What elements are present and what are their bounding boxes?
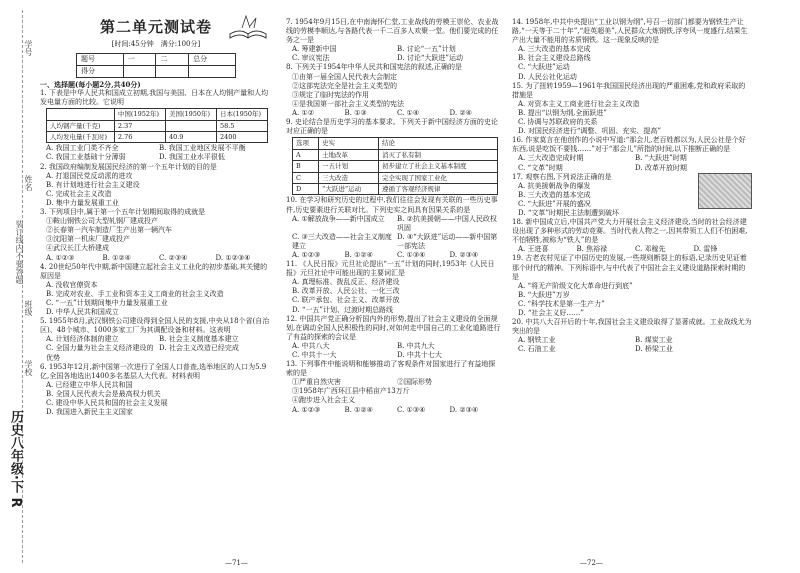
- q16-option-c[interactable]: C. “文革”时期: [518, 163, 563, 172]
- q8-option-d[interactable]: D. ②④: [449, 108, 472, 117]
- q4-option-c[interactable]: C. “一五”计划期间集中力量发展重工业: [46, 298, 168, 307]
- q9-td: 遵循了客观经济规律: [379, 183, 498, 194]
- q10-item: D. ④“大跃进”运动——新中国第一部宪法: [397, 232, 498, 250]
- q1-td: 人均钢产量(千克): [47, 120, 115, 131]
- q2-option-b[interactable]: B. 有计划地进行社会主义建设: [46, 180, 140, 189]
- q10-option-c[interactable]: C. ①③④: [397, 250, 426, 259]
- section-heading: 一、选择题(每小题2分,共40分): [40, 79, 141, 89]
- q8-option-a[interactable]: A. ①②: [292, 108, 315, 117]
- q1-th: 中国(1952年): [114, 109, 165, 120]
- q10-option-a[interactable]: A. ①②③: [292, 250, 321, 259]
- q6-stem: 6. 1953年12月,新中国第一次进行了全国人口普查,选举地区的人口为5.9亿,全国各地选出1400多名基层人大代表。材料表明: [40, 362, 267, 380]
- q9-td: 完全实现了国家工业化: [379, 172, 498, 183]
- q2-option-d[interactable]: D. 集中力量发展重工业: [46, 198, 119, 207]
- q9-table: [292, 137, 498, 195]
- q9-td: 土地改革: [319, 149, 379, 160]
- q3-item: ①鞍山钢铁公司大型轧钢厂建成投产: [46, 217, 158, 226]
- q8-item: ④是我国第一部社会主义类型的宪法: [292, 99, 404, 108]
- q9-td: 消灭了私有制: [379, 149, 498, 160]
- q3-item: ③沈阳第一机床厂建成投产: [46, 235, 130, 244]
- q18-stem: 18. 新中国成立后,中国共产党大力开展社会主义经济建设,当时的社会经济建设出现了多种形式的劳动竞赛。当时代表人物之一,因其带领工人们不怕困难,不怕牺牲,被称为“铁人”的是: [512, 218, 748, 245]
- q10-option-d[interactable]: D. ②③④: [449, 250, 479, 259]
- q9-th: 结论: [379, 138, 498, 149]
- q9-td: “大跃进”运动: [319, 183, 379, 194]
- q9-td: 一五计划: [319, 161, 379, 172]
- q6-option-d[interactable]: D. 我国进入新民主主义国家: [46, 408, 133, 417]
- q10-stem: 10. 在学习和研究历史的过程中,我们往往会发现有关联的一些历史事件,历史要素进行关联对比。下列史实之间具有因果关系的是: [286, 196, 498, 214]
- q20-option-c[interactable]: C. 石油工业: [518, 345, 556, 354]
- q11-option-a[interactable]: A. 真理标准、拨乱反正、经济建设: [292, 278, 400, 287]
- q15-option-c[interactable]: C. 协调与苏联政府的关系: [518, 118, 598, 127]
- q17-stem: 17. 观察右图,下列说法正确的是: [512, 172, 612, 181]
- q3-option-b[interactable]: B. ①②④: [102, 253, 131, 262]
- column-2: [286, 18, 502, 415]
- q3-item: ②长春第一汽车制造厂生产出第一辆汽车: [46, 226, 172, 235]
- page-title: 第二单元测试卷: [99, 18, 212, 36]
- q2-stem: 2. 我国政府编制发展国民经济的第一个五年计划的目的是: [40, 162, 217, 171]
- q17-option-b[interactable]: B. 三大改造的基本完成: [518, 190, 591, 199]
- q19-option-c[interactable]: C. “科学技术是第一生产力”: [518, 299, 605, 308]
- q14-stem: 14. 1958年,中共中央提出“工业以钢为纲”,号召一切部门都要为钢铁生产让路,“一天等于二十年”,“赶英超美”,人民群众大炼钢铁,浮夸风一度盛行,结果生产出大量不能用的劣质钢铁。这一现象反映的是: [512, 18, 748, 45]
- q9-td: 三大改造: [319, 172, 379, 183]
- score-cell-3[interactable]: [189, 65, 236, 77]
- q1-option-a[interactable]: A. 我国工业门类不齐全: [46, 144, 119, 153]
- q5-option-c[interactable]: C. 全国力量为社会主义经济建设的优势: [46, 344, 154, 362]
- score-cell-1[interactable]: [123, 65, 156, 77]
- q12-stem: 12. 中国共产党正确分析国内外的形势,提出了社会主义建设的全面规划,在调动全国人民积极性的同时,对如何走中国自己的工业化道路进行了有益的探索的会议是: [286, 314, 501, 341]
- q19-stem: 19. 古老农村见证了中国历史的发展,一些规则断裂上的标语,记录历史见证着那个时代的精神。下列标语中,与中代表了中国社会主义建设道路探索时期的是: [512, 254, 747, 281]
- q19-option-b[interactable]: B. “大跃进”万岁: [518, 290, 570, 299]
- q16-stem: 16. 作家莫言在他创作的小说中写道:“那会儿,老百姓都以为,人民公社是个好东西,说是吃饭不要钱……”对于“那会儿”所指的时间,以下推断正确的是: [512, 136, 746, 154]
- q18-option-d[interactable]: D. 雷锋: [693, 245, 718, 254]
- q1-option-d[interactable]: D. 我国工业水平很低: [159, 153, 225, 162]
- q3-option-a[interactable]: A. ①②③: [46, 253, 75, 262]
- name-label: 姓名: [24, 175, 33, 191]
- q8-item: ③规定了临时宪法的作用: [292, 90, 369, 99]
- q1-stem: 1. 下表是中华人民共和国成立初期,我国与美国、日本在人均钢产量和人均发电量方面的比较。它说明: [40, 88, 269, 106]
- q18-option-a[interactable]: A. 王进喜: [518, 245, 549, 254]
- q12-option-c[interactable]: C. 中共十一大: [292, 351, 337, 359]
- q12-option-d[interactable]: D. 中共十七大: [397, 351, 442, 359]
- q9-td[interactable]: B: [293, 161, 319, 172]
- q2-option-c[interactable]: C. 完成社会主义改造: [46, 189, 112, 198]
- q1-td: 40.9: [165, 131, 216, 142]
- q20-option-a[interactable]: A. 钢铁工业: [518, 336, 556, 345]
- q9-td[interactable]: C: [293, 172, 319, 183]
- q13-item: ②国际形势: [397, 378, 432, 387]
- q19-option-a[interactable]: A. “将无产阶级文化大革命进行到底”: [518, 281, 633, 290]
- q1-td: [165, 120, 216, 131]
- q10-option-b[interactable]: B. ①②④: [344, 250, 373, 259]
- q20-option-b[interactable]: B. 煤炭工业: [635, 336, 673, 345]
- q11-option-d[interactable]: D. “一五”计划、过渡时期总路线: [292, 305, 393, 314]
- q6-option-c[interactable]: C. 建设中华人民共和国的社会主义发展: [46, 399, 168, 407]
- q13-stem: 13. 下列事件中能说明和能够推动了客观条件对国家进行了有益地探索的是: [286, 360, 496, 378]
- spine-title: 历史八年级·下 R: [8, 410, 23, 508]
- q1-th: 日本(1950年): [216, 109, 267, 120]
- q11-stem: 11. 《人民日报》元旦社论提出“一五”计划的同时,1953年《人民日报》元旦社论中可能出现的主要词汇是: [286, 260, 495, 278]
- q13-option-d[interactable]: D. ②③④: [449, 405, 479, 414]
- q6-option-b[interactable]: B. 全国人民代表大会是最高权力机关: [46, 389, 161, 398]
- q20-option-d[interactable]: D. 桥梁工业: [635, 345, 673, 354]
- q5-stem: 5. 1955年8月,武汉钢铁公司建设得到全国人民的支援,中央从18个省(自治区)、48个城市、1000多家工厂为其调配设备和材料。这表明: [40, 317, 270, 335]
- q11-option-b[interactable]: B. 改革开放、人民公社、一化三改: [292, 287, 400, 296]
- q13-item: ①严重自然灾害: [292, 378, 341, 387]
- open-book-icon: [228, 12, 268, 42]
- q10-item: B. ②抗美援朝——中国人民政权巩固: [397, 214, 497, 232]
- q15-option-d[interactable]: D. 对国民经济进行“调整、巩固、充实、提高”: [518, 127, 661, 136]
- q7-option-b[interactable]: B. 讨论“一五”计划: [397, 45, 456, 54]
- q13-option-b[interactable]: B. ①②④: [344, 405, 373, 414]
- q7-option-d[interactable]: D. 讨论“大跃进”运动: [397, 54, 463, 63]
- q8-item: ①由第一届全国人民代表大会制定: [292, 72, 397, 81]
- score-table: [76, 53, 236, 78]
- score-row-label: 得分: [77, 65, 124, 77]
- column-3: [512, 18, 752, 354]
- q5-option-a[interactable]: A. 计划经济体制的建立: [46, 335, 119, 344]
- q9-th: 选项: [293, 138, 319, 149]
- q9-stem: 9. 史论结合是历史学习的基本要求。下列关于新中国经济方面的史论对应正确的是: [286, 118, 498, 136]
- q4-option-b[interactable]: B. 完成对农业、手工业和资本主义工商业的社会主义改造: [46, 289, 224, 298]
- q1-table: [46, 108, 268, 143]
- q1-th: 美国(1950年): [165, 109, 216, 120]
- q17-option-d[interactable]: D. “文革”时期民主法制遭到破坏: [518, 208, 619, 217]
- score-head-0: 题号: [77, 53, 124, 65]
- q13-item: ④跑步进入社会主义: [292, 396, 355, 405]
- q2-option-a[interactable]: A. 打退国民党反动派的进攻: [46, 171, 133, 180]
- q8-option-c[interactable]: C. ①④: [397, 108, 420, 117]
- id-label: 学号: [24, 40, 33, 56]
- q5-option-d[interactable]: D. 社会主义改造已经完成: [159, 344, 239, 353]
- q7-option-a[interactable]: A. 筹建新中国: [292, 45, 337, 54]
- q15-stem: 15. 为了扭转1959—1961年我国国民经济出现的严重困难,党和政府采取的措施是: [512, 81, 746, 99]
- q13-item: ③1958年广西环江县中稻亩产13万斤: [292, 387, 410, 396]
- q3-stem: 3. 下列项目中,属于第一个五年计划期间取得的成就是: [40, 208, 206, 217]
- q11-option-c[interactable]: C. 联产承包、社会主义、改革开放: [292, 296, 400, 305]
- q9-td: 初步建立了社会主义基本制度: [379, 161, 498, 172]
- q10-item: C. ③三大改造——社会主义制度建立: [292, 232, 392, 250]
- q17-option-c[interactable]: C. “大跃进”开展的盛况: [518, 199, 591, 208]
- column-1: [40, 18, 272, 417]
- q14-option-b[interactable]: B. 社会主义建设总路线: [518, 54, 591, 63]
- score-head-2: 二: [156, 53, 189, 65]
- q4-option-a[interactable]: A. 没收官僚资本: [46, 280, 98, 289]
- q1-td: 2.76: [114, 131, 165, 142]
- q3-option-d[interactable]: D. ①②③④: [215, 253, 251, 262]
- q14-option-c[interactable]: C. “大跃进”运动: [518, 63, 570, 72]
- q14-option-d[interactable]: D. 人民公社化运动: [518, 72, 577, 81]
- q9-td[interactable]: D: [293, 183, 319, 194]
- q12-option-a[interactable]: A. 中共八大: [292, 341, 330, 350]
- q1-td: 2.37: [114, 120, 165, 131]
- q13-option-c[interactable]: C. ①③④: [397, 405, 426, 414]
- q16-option-a[interactable]: A. 三大改造完成时期: [518, 154, 584, 163]
- page-subtitle: [时间:45分钟 满分:100分]: [111, 39, 201, 48]
- q4-stem: 4. 20世纪50年代中期,新中国建立起社会主义工业化的初步基础,其关键的原因是: [40, 262, 268, 280]
- q20-stem: 20. 中共八大召开后的十年,我国社会主义建设取得了显著成就。工业战线尤为突出的是: [512, 318, 752, 336]
- q10-item: A. ①解放战争——新中国成立: [292, 214, 385, 223]
- q16-option-d[interactable]: D. 改革开放时期: [635, 163, 687, 172]
- q1-option-b[interactable]: B. 我国工业地区发展不平衡: [159, 144, 246, 153]
- q5-option-b[interactable]: B. 社会主义制度基本建立: [159, 335, 239, 344]
- q8-option-b[interactable]: B. ①③: [344, 108, 367, 117]
- q9-th: 史实: [319, 138, 379, 149]
- score-cell-2[interactable]: [156, 65, 189, 77]
- binding-line-label: 装订线内不要答题: [15, 220, 24, 284]
- q1-td: 2400: [216, 131, 267, 142]
- q19-option-d[interactable]: D. “社会主义好……”: [518, 309, 584, 317]
- q17-option-a[interactable]: A. 抗美援朝战争的爆发: [518, 181, 591, 190]
- page-number-left: —71—: [225, 559, 248, 567]
- score-head-1: 一: [123, 53, 156, 65]
- q3-item: ④武汉长江大桥建成: [46, 244, 109, 253]
- stamp-image: [698, 173, 752, 209]
- q8-item: ②这部宪法完全是社会主义类型的: [292, 81, 397, 90]
- q14-option-a[interactable]: A. 三大改造的基本完成: [518, 45, 591, 54]
- q15-option-a[interactable]: A. 对资本主义工商业进行社会主义改造: [518, 99, 640, 108]
- q6-option-a[interactable]: A. 已经建立中华人民共和国: [46, 380, 133, 389]
- q3-option-c[interactable]: C. ②③④: [159, 253, 188, 262]
- q15-option-b[interactable]: B. 提出“以钢为纲,全面跃进”: [518, 108, 607, 117]
- page-number-right: —72—: [580, 559, 603, 567]
- q1-option-c[interactable]: C. 我国工业基础十分薄弱: [46, 153, 126, 162]
- school-label: 学校: [24, 360, 33, 376]
- q12-option-b[interactable]: B. 中共九大: [397, 341, 435, 350]
- q7-stem: 7. 1954年9月15日,在中南海怀仁堂,工业战线的劳模王崇伦、农业战线的劳模李顺达,与各路代表一千二百多人欢聚一堂。他们要完成的任务之一是: [286, 18, 499, 45]
- q7-option-c[interactable]: C. 审议宪法: [292, 54, 330, 63]
- class-label: 班级: [24, 300, 33, 316]
- q8-stem: 8. 下列关于1954年中华人民共和国宪法的叙述,正确的是: [286, 63, 462, 72]
- q13-option-a[interactable]: A. ①②③: [292, 405, 321, 414]
- q4-option-d[interactable]: D. 中华人民共和国成立: [46, 308, 119, 317]
- q18-option-b[interactable]: B. 焦裕禄: [576, 245, 608, 254]
- q9-td[interactable]: A: [293, 149, 319, 160]
- score-head-3: 总分: [189, 53, 236, 65]
- q1-td: 人均发电量(千瓦时): [47, 131, 115, 142]
- q1-th: [47, 109, 115, 120]
- q1-td: 58.5: [216, 120, 267, 131]
- binding-strip: [0, 0, 34, 573]
- q18-option-c[interactable]: C. 邓稼先: [635, 245, 666, 254]
- q16-option-b[interactable]: B. “大跃进”时期: [635, 154, 687, 163]
